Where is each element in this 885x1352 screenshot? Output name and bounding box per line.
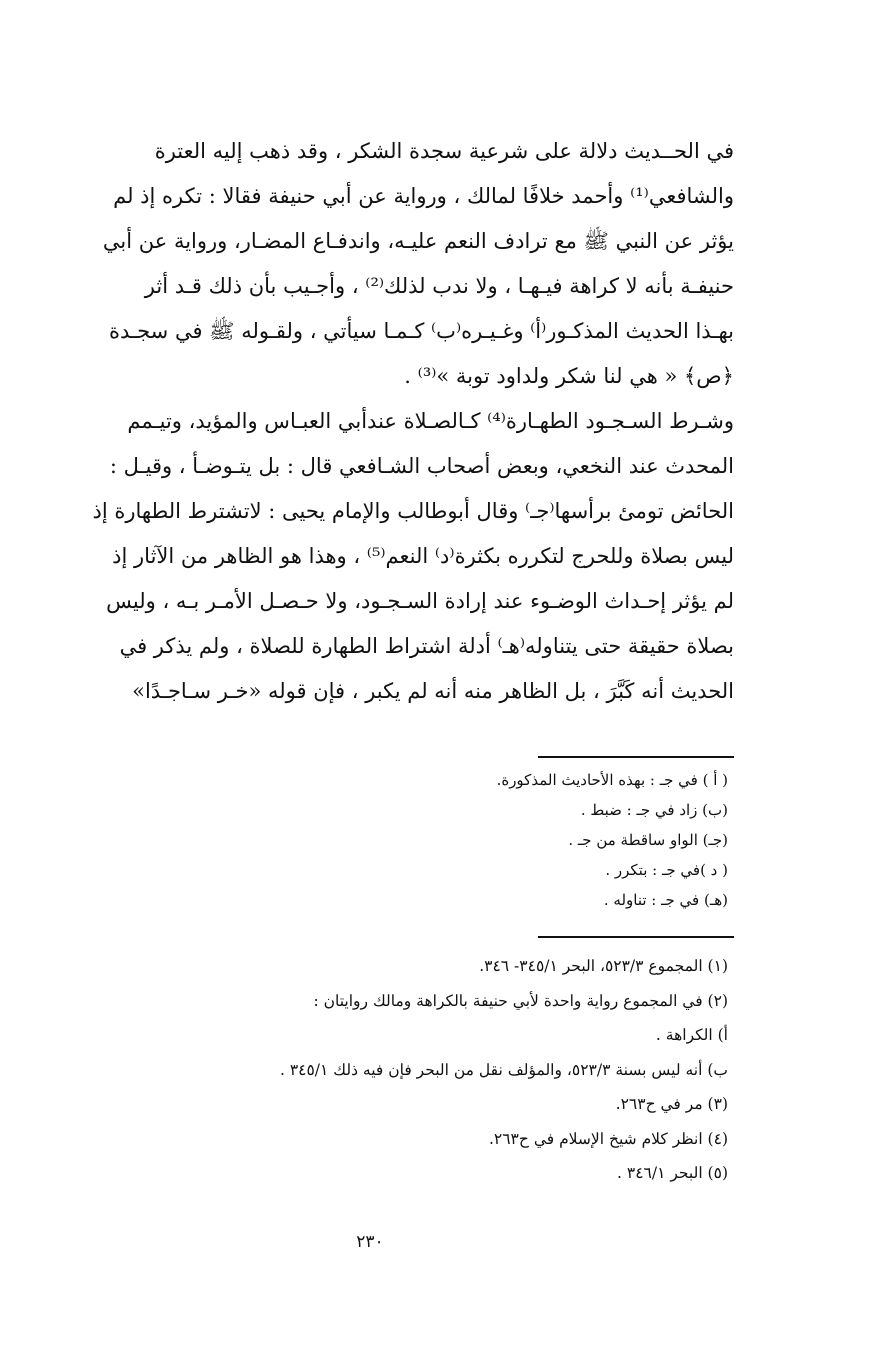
text-line: والشافعي⁽¹⁾ وأحمد خلافًا لمالك ، ورواية عن أبي حنيفة فقالا : تكره إذ لم	[113, 184, 734, 208]
variant-note: ( أ ) في جـ : بهذه الأحاديث المذكورة.	[496, 771, 728, 789]
footnote-divider	[538, 756, 734, 758]
text-line: لم يؤثر إحـداث الوضـوء عند إرادة السـجـود، ولا حـصـل الأمـر بـه ، وليس	[106, 589, 734, 613]
page-number: ٢٣٠	[356, 1232, 384, 1252]
variant-footnotes	[300, 770, 728, 920]
text-line: وشـرط السـجـود الطهـارة⁽⁴⁾ كـالصـلاة عندأبي العبـاس والمؤيد، وتيـمم	[127, 409, 734, 433]
source-note: (٢) في المجموع رواية واحدة لأبي حنيفة بالكراهة ومالك روايتان :	[313, 991, 728, 1010]
text-line: حنيفـة بأنه لا كراهة فيـهـا ، ولا ندب لذلك⁽²⁾ ، وأجـيب بأن ذلك قـد أثر	[144, 274, 734, 298]
source-note: أ) الكراهة .	[655, 1026, 728, 1044]
text-line: المحدث عند النخعي، وبعض أصحاب الشـافعي قال : بل يتـوضـأ ، وقيـل :	[109, 454, 734, 478]
text-line: ليس بصلاة وللحرج لتكرره بكثرة⁽د⁾ النعم⁽⁵⁾ ، وهذا هو الظاهر من الآثار إذ	[112, 544, 734, 568]
source-footnotes	[150, 955, 728, 1197]
source-note: (٤) انظر كلام شيخ الإسلام في ح٢٦٣.	[488, 1129, 728, 1148]
variant-note: (ب) زاد في جـ : ضبط .	[580, 801, 728, 819]
text-line: في الحــديث دلالة على شرعية سجدة الشكر ، وقد ذهب إليه العترة	[154, 139, 734, 163]
text-line: بهـذا الحديث المذكـور⁽أ⁾ وغـيـره⁽ب⁾ كـمـا سيأتي ، ولقـوله ﷺ في سجـدة	[108, 319, 734, 343]
source-note: ب) أنه ليس بسنة ٥٢٣/٣، والمؤلف نقل من البحر فإن فيه ذلك ٣٤٥/١ .	[279, 1060, 728, 1079]
text-line: بصلاة حقيقة حتى يتناوله⁽هـ⁾ أدلة اشتراط الطهارة للصلاة ، ولم يذكر في	[119, 634, 734, 658]
source-note: (١) المجموع ٥٢٣/٣، البحر ٣٤٥/١- ٣٤٦.	[479, 957, 728, 975]
text-line: ﴿ص﴾ « هي لنا شكر ولداود توبة »⁽³⁾ .	[404, 364, 734, 388]
text-line: الحائض تومئ برأسها⁽جـ⁾ وقال أبوطالب والإمام يحيى : لاتشترط الطهارة إذ	[92, 499, 734, 523]
source-note: (٥) البحر ٣٤٦/١ .	[617, 1164, 728, 1182]
source-note: (٣) مر في ح٢٦٣.	[615, 1095, 728, 1113]
text-line: يؤثر عن النبي ﷺ مع ترادف النعم عليـه، واندفـاع المضـار، ورواية عن أبي	[102, 229, 734, 253]
main-text-block	[58, 136, 734, 721]
variant-note: (هـ) في جـ : تناوله .	[603, 891, 728, 909]
variant-note: (جـ) الواو ساقطة من جـ .	[568, 831, 728, 849]
text-line: الحديث أنه كَبَّرَ ، بل الظاهر منه أنه لم يكبر ، فإن قوله «خـر سـاجـدًا»	[132, 679, 734, 703]
footnote-divider	[538, 936, 734, 938]
variant-note: ( د )في جـ : بتكرر .	[605, 861, 728, 879]
